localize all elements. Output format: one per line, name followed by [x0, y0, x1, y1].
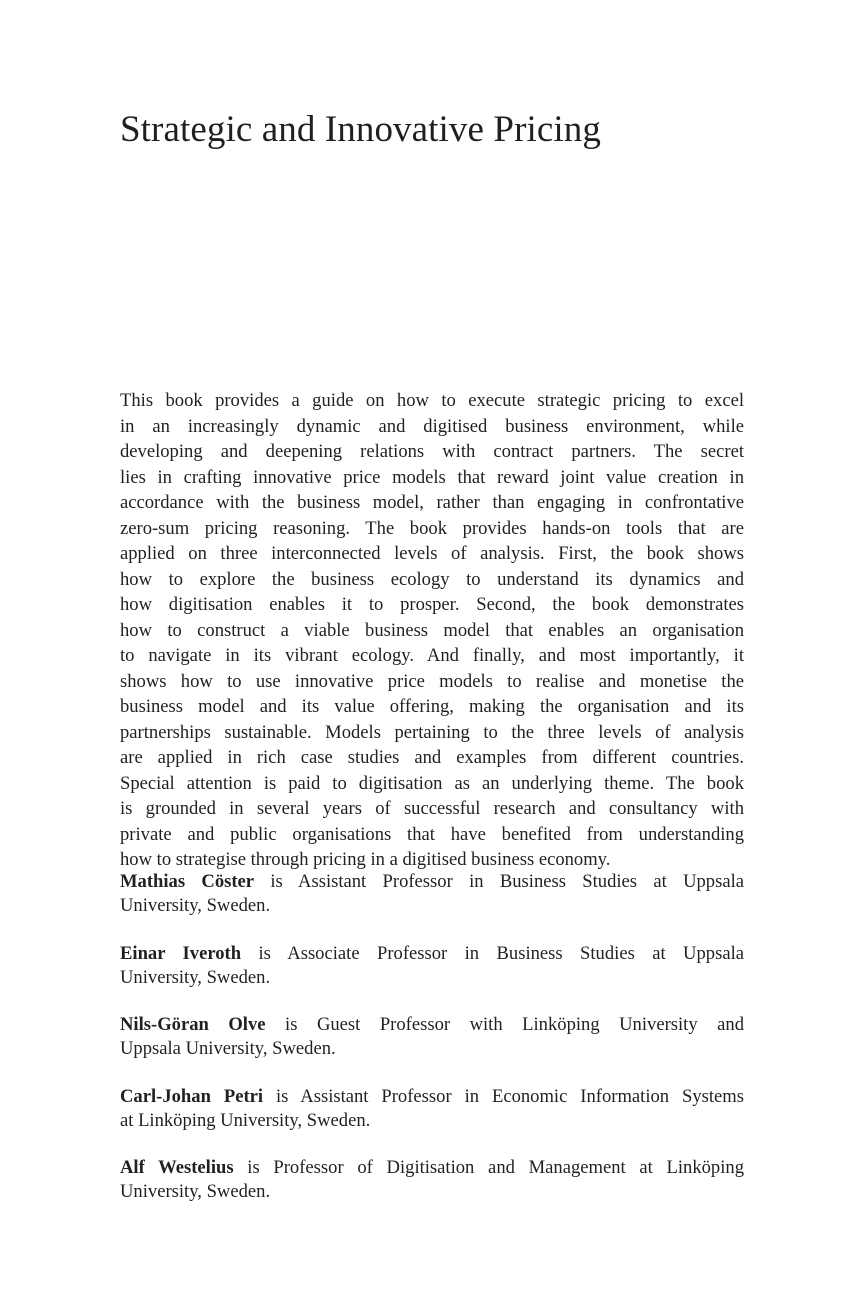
author-bio: [120, 1156, 744, 1204]
book-title: Strategic and Innovative Pricing: [120, 109, 601, 150]
author-bios: [120, 870, 744, 1228]
author-name: Mathias Cöster: [120, 871, 255, 892]
description-line: are applied in rich case studies and examples from different countries.: [120, 747, 744, 768]
description-line: business model and its value offering, making the organisation and its: [120, 696, 744, 717]
bio-line: [120, 1013, 744, 1037]
bio-text: is Assistant Professor in Economic Information Systems: [263, 1085, 744, 1107]
description-line: in an increasingly dynamic and digitised business environment, while: [120, 415, 744, 437]
bio-text: is Associate Professor in Business Studies at Uppsala: [241, 942, 744, 964]
book-description: [120, 388, 744, 873]
bio-text: is Professor of Digitisation and Management at Linköping: [233, 1157, 744, 1178]
bio-line: [120, 1085, 744, 1109]
description-line: Special attention is paid to digitisation as an underlying theme. The book: [120, 772, 744, 794]
bio-line: Uppsala University, Sweden.: [120, 1038, 336, 1059]
description-line: how to strategise through pricing in a digitised business economy.: [120, 849, 611, 870]
bio-line: [120, 870, 744, 894]
description-line: private and public organisations that have benefited from understanding: [120, 823, 744, 845]
description-line: to navigate in its vibrant ecology. And finally, and most importantly, it: [120, 645, 744, 666]
bio-line: [120, 942, 744, 966]
bio-line: at Linköping University, Sweden.: [120, 1109, 371, 1131]
description-line: how to construct a viable business model that enables an organisation: [120, 619, 744, 641]
bio-text: is Guest Professor with Linköping University and: [265, 1014, 744, 1035]
description-line: is grounded in several years of successful research and consultancy with: [120, 798, 744, 819]
bio-line: University, Sweden.: [120, 966, 271, 988]
description-line: lies in crafting innovative price models that reward joint value creation in: [120, 466, 744, 488]
author-name: Nils-Göran Olve: [120, 1014, 266, 1035]
bio-line: University, Sweden.: [120, 895, 271, 916]
author-bio: [120, 870, 744, 918]
description-line: developing and deepening relations with contract partners. The secret: [120, 441, 744, 462]
author-name: Alf Westelius: [120, 1157, 234, 1178]
bio-line: [120, 1156, 744, 1180]
author-bio: [120, 1085, 744, 1133]
description-line: zero-sum pricing reasoning. The book provides hands-on tools that are: [120, 517, 744, 539]
description-line: accordance with the business model, rather than engaging in confrontative: [120, 492, 744, 513]
bio-line: University, Sweden.: [120, 1181, 271, 1202]
description-line: how digitisation enables it to prosper. Second, the book demonstrates: [120, 594, 744, 615]
author-bio: [120, 942, 744, 990]
description-line: how to explore the business ecology to understand its dynamics and: [120, 568, 744, 590]
author-name: Carl-Johan Petri: [120, 1085, 264, 1107]
bio-text: is Assistant Professor in Business Studies at Uppsala: [254, 871, 744, 892]
description-line: applied on three interconnected levels of analysis. First, the book shows: [120, 543, 744, 564]
author-bio: [120, 1013, 744, 1061]
description-line: shows how to use innovative price models to realise and monetise the: [120, 670, 744, 692]
description-line: partnerships sustainable. Models pertaining to the three levels of analysis: [120, 721, 744, 743]
author-name: Einar Iveroth: [120, 942, 242, 964]
description-line: This book provides a guide on how to execute strategic pricing to excel: [120, 390, 744, 411]
